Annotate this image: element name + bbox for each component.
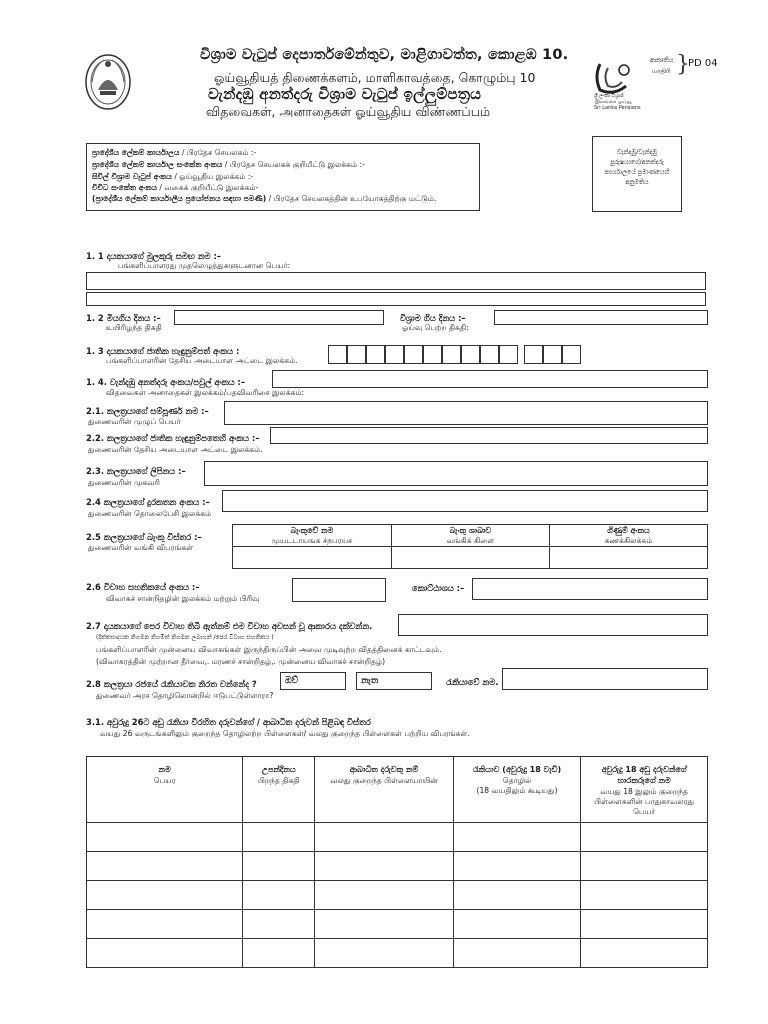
child-name-header: නම பெயர bbox=[87, 757, 243, 823]
office-row-2: ප්‍රාදේශීය ලේකම් කාර්යාල සංකේත අංකය / பிரதேச செயலகக் குறியீட்டு இலக்கம் :- bbox=[92, 160, 365, 169]
contributor-nic-label-tamil: பங்களிப்பாளரின் தேசிய அடையாள அட்டை இலக்கம். bbox=[106, 356, 298, 365]
marriage-cert-label-tamil: விவாகச் சான்றிதழின் இலக்கம் மற்றும் பிரிவு bbox=[106, 594, 260, 603]
child-disability-header: ආබාධිත දරුවකු නම් வலது குறைந்த பிள்ளையாயின் bbox=[315, 757, 454, 823]
death-date-field[interactable] bbox=[174, 310, 384, 325]
spouse-name-label: 2.1. කලත්‍රයාගේ සම්පූර්ණ නම :– bbox=[86, 406, 209, 416]
spouse-nic-label: 2.2. කලත්‍රයාගේ ජාතික හැඳුනුම්පතෙහි අංකය :– bbox=[86, 433, 260, 443]
form-label-sinhala: ආකෘතිය bbox=[650, 56, 674, 64]
children-table bbox=[86, 756, 708, 968]
bank-details-table bbox=[232, 524, 708, 569]
table-row bbox=[87, 939, 708, 968]
stamp-line-3: කාර්යාලයේ ප්‍රමාණයෙහි bbox=[604, 169, 670, 176]
table-row bbox=[87, 881, 708, 910]
spouse-phone-label-tamil: துணைவரின் தொலைபேசி இலக்கம் bbox=[88, 509, 212, 518]
logo-caption-1: ශ්‍රී ලංකා විශ්‍රාම bbox=[594, 93, 624, 99]
spouse-name-field[interactable] bbox=[224, 401, 708, 425]
job-name-field[interactable] bbox=[502, 668, 708, 690]
account-number-header: ගිණුම් අංකය கணக்கிலக்கம் bbox=[549, 525, 707, 547]
contributor-nic-boxes[interactable] bbox=[328, 345, 524, 364]
bank-branch-header: බැංකු ශාඛාව வங்கிக் கிளை bbox=[391, 525, 549, 547]
spouse-govt-job-label: 2.8 කලත්‍රයා රජයේ රැකියාවක නිරත වන්නේද ? bbox=[86, 679, 257, 689]
child-dob-header: උපන්දිනය பிறந்த திகதி bbox=[243, 757, 315, 823]
spouse-phone-label: 2.4 කලත්‍රයාගේ දුරකතන අංකය :– bbox=[86, 497, 210, 507]
contributor-name-label: 1. 1 දායකයාගේ මුලකුරු සමඟ නම :– bbox=[86, 251, 221, 261]
division-label: කොට්ඨාශය :– bbox=[412, 583, 465, 593]
office-row-4: විවිධ සංකේත අංකය / வகைக் குறியீட்டு இலக்கம்- bbox=[92, 183, 259, 192]
previous-marriage-note: (දික්කසාදයක නිගමන නිගමිත් නිගමන ලබාගත් /පෙර විවාහ සහතිකය ) bbox=[96, 634, 274, 641]
stamp-line-2: පුරුෂයාගේ/අනත්දරු bbox=[610, 159, 664, 166]
spouse-nic-label-tamil: துணைவரின் தேசிய அடையாள அட்டை இலக்கம். bbox=[88, 445, 263, 454]
widow-orphan-number-field[interactable] bbox=[272, 370, 708, 388]
children-details-label-tamil: வயது 26 வருடங்களிலும் குறைந்த தொழிலற்ற பிள்ளைகள்/ வலது குறைந்த பிள்ளைகள் பற்றிய விபரங்கள். bbox=[100, 729, 470, 738]
children-details-label: 3.1. අවුරුදු 26ට අඩු රැකියා විරහිත දරුවන්ගේ / ආබාධිත දරුවන් පිළිබඳ විස්තර bbox=[86, 717, 371, 727]
stamp-line-1: වැන්දඹු/වැන්දඹු bbox=[617, 149, 657, 156]
spouse-name-label-tamil: துணைவரின் முழுப் பெயர் bbox=[88, 417, 181, 426]
form-title-sinhala: වැන්දඹු අනත්දරු විශ්‍රාම වැටුප් ඉල්ලුම්පත්‍රය bbox=[208, 85, 482, 103]
office-row-1: ප්‍රාදේශීය ලේකම් කාර්යාලය / பிரதேச செயலகம் :- bbox=[92, 148, 257, 157]
death-date-label: 1. 2 මියගිය දිනය :– bbox=[86, 313, 161, 323]
form-code-brace: } bbox=[676, 52, 690, 77]
logo-caption-3: Sri Lanka Pensions bbox=[594, 105, 641, 111]
retirement-date-label: විශ්‍රාම ගිය දිනය :– bbox=[400, 313, 466, 323]
form-code: PD 04 bbox=[688, 58, 718, 69]
marriage-cert-label: 2.6 විවාහ සහතිකයේ අංකය :– bbox=[86, 582, 200, 592]
yes-option[interactable]: ඔව් bbox=[280, 672, 346, 690]
contributor-name-field-2[interactable] bbox=[86, 292, 706, 306]
previous-marriage-field[interactable] bbox=[398, 614, 708, 636]
widow-orphan-number-label-tamil: விதவைகள் அனாதைகள் இலக்கம்/பதவிவரிசை இலக்கம்: bbox=[106, 388, 305, 397]
spouse-address-field[interactable] bbox=[204, 461, 708, 486]
previous-marriage-label: 2.7 දායකයාගේ පෙර විවාහ තිබී ඇත්නම් එම විවාහ අවසන් වූ ආකාරය දක්වන්න. bbox=[86, 621, 373, 631]
department-title-tamil: ஓய்வூதியத் திணைக்களம், மாளிகாவத்தை, கொழும்பு 10 bbox=[214, 70, 536, 85]
contributor-nic-boxes-2[interactable] bbox=[520, 345, 580, 364]
previous-marriage-docs-tamil: (விவாகரத்தின் முற்றான தீர்வை,. மரணச் சான்றிதழ்,. முன்னைய விவாகச் சான்றிதழ்) bbox=[96, 657, 386, 666]
logo-caption-2: இலங்கை ஓய்வூ bbox=[595, 99, 633, 105]
office-row-5: (ප්‍රාදේශීය ලේකම් කාර්යාලීය ප්‍රයෝජනය සඳහා පමණි) / பிரதேச செயலகத்தின் உபயோகத்திற்கு மட்டும். bbox=[92, 194, 437, 203]
table-row bbox=[87, 823, 708, 852]
stamp-box bbox=[592, 136, 682, 212]
contributor-nic-label: 1. 3 දායකයාගේ ජාතික හැඳුනුම්පත් අංකය : bbox=[86, 346, 240, 356]
office-use-box bbox=[86, 143, 480, 211]
department-title-sinhala: විශ්‍රාම වැටුප් දෙපාර්තමේන්තුව, මාළිගාවත්ත, කොළඹ 10. bbox=[200, 47, 569, 63]
table-row bbox=[87, 852, 708, 881]
form-label-tamil: மாதிரி bbox=[652, 67, 671, 75]
bank-branch-cell[interactable] bbox=[391, 547, 549, 569]
account-number-cell[interactable] bbox=[549, 547, 707, 569]
marriage-cert-field[interactable] bbox=[292, 578, 386, 602]
no-option[interactable]: නැත bbox=[356, 672, 432, 690]
office-row-3: සිවිල් විශ්‍රාම වැටුප් අංකය / ஓய்வூதிய இலக்கம் :- bbox=[92, 172, 254, 181]
stamp-line-4: අනුමතිය bbox=[625, 179, 649, 186]
bank-name-cell[interactable] bbox=[233, 547, 392, 569]
spouse-address-label-tamil: துணைவரின் முகவரி bbox=[88, 478, 160, 487]
form-title-tamil: விதவைகள், அனாதைகள் ஓய்வூதிய விண்ணப்பம் bbox=[206, 104, 491, 119]
child-guardian-header: අවුරුදු 18 අඩු දරුවන්ගේ භාරකරුගේ නම வயது 18 இலும் குறைந்த பிள்ளைகளின் பாதுகாவலரது பெயர் bbox=[581, 757, 708, 823]
contributor-name-label-tamil: பங்களிப்பாளரது முதலெழுத்துகளுடனான பெயர்: bbox=[118, 261, 291, 270]
spouse-govt-job-label-tamil: துணைவர் அரச தொழிலொன்றில் ஈடுபட்டுள்ளாரா? bbox=[96, 691, 274, 700]
death-date-label-tamil: உயிரிழந்த திகதி bbox=[106, 323, 162, 332]
contributor-name-field-1[interactable] bbox=[86, 272, 706, 290]
bank-name-header: බැංකුවේ නම முயடடாயஙக ச்நபரயச bbox=[233, 525, 392, 547]
retirement-date-label-tamil: ஓய்வு பெற்ற திகதி: bbox=[402, 323, 469, 332]
spouse-address-label: 2.3. කලත්‍රයාගේ ලිපිනය :– bbox=[86, 466, 186, 476]
spouse-phone-field[interactable] bbox=[222, 490, 708, 512]
widow-orphan-number-label: 1. 4. වැන්දඹු අනත්දරු අංකය/පවුල් අංකය :– bbox=[86, 377, 245, 387]
previous-marriage-label-tamil: பங்களிப்பாளரின் முன்னைய விவாகங்கள் இருந்திருப்பின் அவை முடிவுற்ற விதத்தினைக் காட்டவும். bbox=[96, 645, 442, 654]
spouse-bank-label: 2.5 කලත්‍රයාගේ බැංකු විස්තර :– bbox=[86, 532, 202, 542]
table-row bbox=[87, 910, 708, 939]
division-field[interactable] bbox=[472, 578, 708, 600]
spouse-nic-field[interactable] bbox=[270, 427, 708, 444]
national-emblem bbox=[84, 52, 132, 112]
child-occupation-header: රැකියාව (අවුරුදු 18 වැඩි) தொழில் (18 வயதிலும் கூடியது) bbox=[453, 757, 581, 823]
retirement-date-field[interactable] bbox=[494, 310, 708, 325]
spouse-bank-label-tamil: துணைவரின் வங்கி விபரங்கள் bbox=[88, 543, 194, 552]
job-name-label: රැකියාවේ නම. bbox=[446, 677, 499, 687]
